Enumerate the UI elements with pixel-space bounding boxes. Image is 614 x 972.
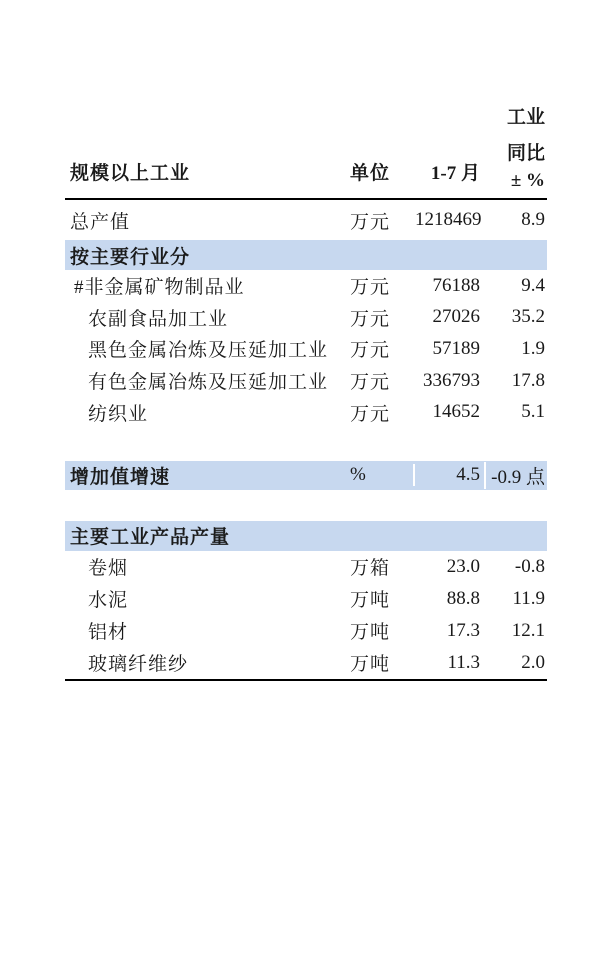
- section-row: [65, 240, 547, 270]
- table-row: [65, 200, 547, 240]
- row-name-cell: 卷烟: [88, 558, 129, 580]
- row-unit-cell: 万吨: [350, 654, 391, 676]
- row-name-cell: 黑色金属冶炼及压延加工业: [88, 340, 329, 362]
- row-yoy-cell: 8.9: [521, 209, 545, 230]
- table-gap: [65, 428, 547, 461]
- table-row: [65, 583, 547, 615]
- header-yoy-line2: 同比: [506, 143, 545, 164]
- row-unit-cell: 万元: [350, 211, 391, 233]
- row-name-cell: 水泥: [88, 590, 129, 612]
- row-unit-cell: 万箱: [350, 558, 391, 580]
- row-name-cell: 农副食品加工业: [88, 308, 229, 330]
- row-yoy-cell: 12.1: [511, 619, 545, 641]
- row-yoy-cell: 2.0: [521, 651, 545, 673]
- table-row: [65, 396, 547, 428]
- row-name-cell: 纺织业: [88, 403, 149, 425]
- row-value-cell: 336793: [423, 369, 480, 391]
- row-yoy-cell: 35.2: [511, 306, 545, 328]
- row-unit-cell: 万元: [350, 403, 391, 425]
- row-unit-cell: 万元: [350, 372, 391, 394]
- row-yoy-cell: 17.8: [511, 369, 545, 391]
- row-name-cell: 总产值: [70, 211, 131, 233]
- header-yoy-line3: ± %: [510, 170, 545, 191]
- row-value-cell: 17.3: [446, 619, 480, 641]
- table-row: [65, 551, 547, 583]
- row-yoy-cell: 5.1: [521, 401, 545, 423]
- row-value-cell: 14652: [432, 401, 480, 423]
- header-yoy-line1: 工业: [506, 107, 545, 128]
- row-value-cell: 23.0: [446, 555, 480, 577]
- row-name-cell: 玻璃纤维纱: [88, 654, 189, 676]
- section-title: 按主要行业分: [70, 246, 191, 268]
- row-value-cell: 11.3: [447, 651, 480, 673]
- row-unit-cell: 万元: [350, 308, 391, 330]
- row-yoy-cell: 9.4: [521, 274, 545, 296]
- table-row: [65, 615, 547, 647]
- row-name-cell: 增加值增速: [70, 466, 171, 488]
- row-yoy-cell: 11.9: [512, 587, 545, 609]
- header-indicator: 规模以上工业: [70, 163, 191, 184]
- row-value-cell: 88.8: [446, 587, 480, 609]
- row-unit-cell: 万吨: [350, 622, 391, 644]
- section-data-row: [65, 461, 547, 490]
- table-row: [65, 365, 547, 397]
- header-period: 1-7 月: [430, 163, 480, 184]
- section-row: [65, 521, 547, 551]
- row-unit-cell: 万元: [350, 277, 391, 299]
- row-value-cell: 27026: [432, 306, 480, 328]
- row-yoy-cell: -0.8: [514, 555, 545, 577]
- table-row: [65, 333, 547, 365]
- section-title: 主要工业产品产量: [70, 527, 231, 549]
- row-name-cell: 铝材: [88, 622, 129, 644]
- industry-stats-table: [65, 105, 547, 681]
- row-unit-cell: %: [350, 464, 367, 486]
- table-header-row: [65, 105, 547, 200]
- row-value-cell: 1218469: [415, 209, 482, 230]
- table-row: [65, 302, 547, 334]
- row-name-cell: #非金属矿物制品业: [74, 277, 245, 299]
- row-yoy-cell: 1.9: [521, 337, 545, 359]
- table-row: [65, 647, 547, 679]
- row-unit-cell: 万元: [350, 340, 391, 362]
- row-value-cell: 57189: [432, 337, 480, 359]
- row-name-cell: 有色金属冶炼及压延加工业: [88, 372, 329, 394]
- row-value-cell: 76188: [432, 274, 480, 296]
- row-value-cell: 4.5: [413, 464, 484, 486]
- header-unit: 单位: [350, 163, 391, 184]
- row-unit-cell: 万吨: [350, 590, 391, 612]
- row-yoy-cell: -0.9 点: [484, 462, 547, 489]
- header-yoy: [484, 105, 547, 198]
- table-gap: [65, 490, 547, 521]
- table-row: [65, 270, 547, 302]
